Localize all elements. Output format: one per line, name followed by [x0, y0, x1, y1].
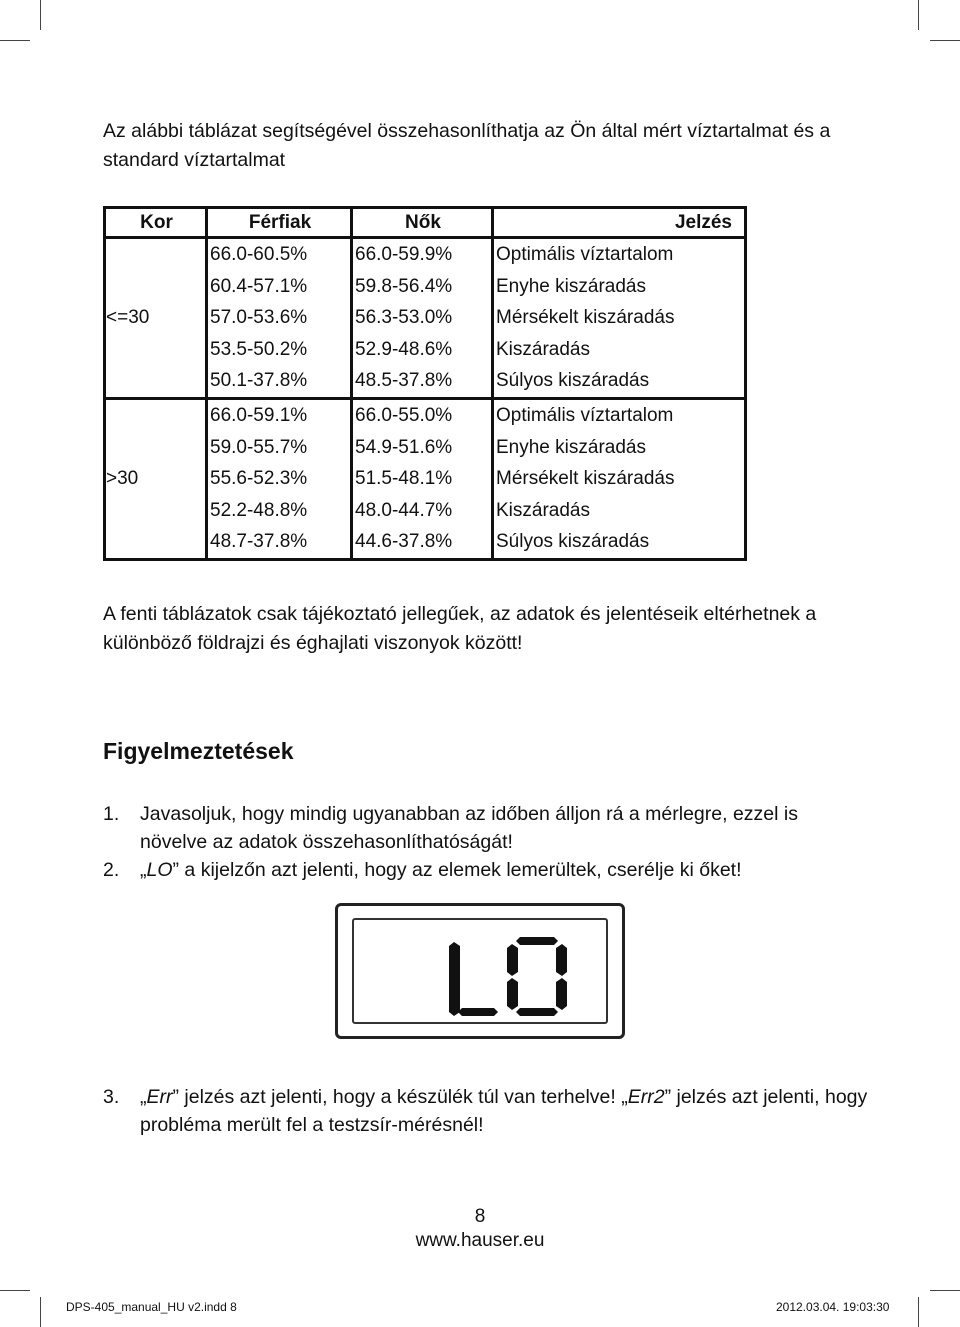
women-range-cell: 44.6-37.8% [352, 526, 493, 559]
indication-cell: Súlyos kiszáradás [493, 365, 746, 398]
indication-cell: Optimális víztartalom [493, 398, 746, 431]
women-range-cell: 54.9-51.6% [352, 432, 493, 464]
header-indication: Jelzés [493, 208, 746, 238]
indication-cell: Súlyos kiszáradás [493, 526, 746, 559]
women-range-cell: 48.0-44.7% [352, 495, 493, 527]
women-range-cell: 66.0-59.9% [352, 238, 493, 271]
indication-cell: Enyhe kiszáradás [493, 271, 746, 303]
crop-mark [0, 40, 30, 41]
warnings-title: Figyelmeztetések [103, 738, 294, 764]
warning-text: „LO” a kijelzőn azt jelenti, hogy az elemek lemerültek, cserélje ki őket! [140, 859, 742, 881]
intro-text: Az alábbi táblázat segítségével összehasonlíthatja az Ön által mért víztartalmat és a standard víztartalmat [103, 120, 831, 171]
women-range-cell: 66.0-55.0% [352, 398, 493, 431]
indication-cell: Mérsékelt kiszáradás [493, 463, 746, 495]
table-row [105, 398, 746, 431]
crop-mark [0, 1290, 30, 1291]
women-range-cell: 56.3-53.0% [352, 302, 493, 334]
list-number: 1. [103, 803, 120, 825]
age-group-cell: <=30 [105, 238, 207, 399]
men-range-cell: 57.0-53.6% [207, 302, 352, 334]
list-number: 3. [103, 1086, 120, 1108]
men-range-cell: 50.1-37.8% [207, 365, 352, 398]
crop-mark [40, 1297, 41, 1327]
women-range-cell: 51.5-48.1% [352, 463, 493, 495]
men-range-cell: 60.4-57.1% [207, 271, 352, 303]
disclaimer-note: A fenti táblázatok csak tájékoztató jellegűek, az adatok és jelentéseik eltérhetnek a különböző földrajzi és éghajlati viszonyok között! [103, 603, 817, 654]
crop-mark [918, 0, 919, 30]
page-number: 8 [474, 1206, 486, 1227]
warning-text: Javasoljuk, hogy mindig ugyanabban az időben álljon rá a mérlegre, ezzel is növelve az adatok összehasonlíthatóságát! [140, 803, 798, 853]
women-range-cell: 48.5-37.8% [352, 365, 493, 398]
lo-segment-glyphs [354, 920, 612, 1028]
women-range-cell: 59.8-56.4% [352, 271, 493, 303]
indication-cell: Kiszáradás [493, 334, 746, 366]
table-row [105, 238, 746, 271]
header-women: Nők [352, 208, 493, 238]
warning-text: „Err” jelzés azt jelenti, hogy a készülék túl van terhelve! „Err2” jelzés azt jelenti, hogy probléma merült fel a testzsír-mérésnél! [140, 1086, 868, 1136]
lcd-screen [352, 918, 608, 1024]
men-range-cell: 55.6-52.3% [207, 463, 352, 495]
crop-mark [930, 40, 960, 41]
men-range-cell: 66.0-60.5% [207, 238, 352, 271]
crop-mark [930, 1290, 960, 1291]
indication-cell: Kiszáradás [493, 495, 746, 527]
men-range-cell: 53.5-50.2% [207, 334, 352, 366]
women-range-cell: 52.9-48.6% [352, 334, 493, 366]
footer-file-info: DPS-405_manual_HU v2.indd 8 [66, 1300, 237, 1314]
age-group-cell: >30 [105, 398, 207, 559]
men-range-cell: 48.7-37.8% [207, 526, 352, 559]
header-men: Férfiak [207, 208, 352, 238]
men-range-cell: 52.2-48.8% [207, 495, 352, 527]
list-number: 2. [103, 859, 120, 881]
indication-cell: Mérsékelt kiszáradás [493, 302, 746, 334]
header-age: Kor [105, 208, 207, 238]
footer-timestamp: 2012.03.04. 19:03:30 [776, 1300, 890, 1314]
men-range-cell: 66.0-59.1% [207, 398, 352, 431]
men-range-cell: 59.0-55.7% [207, 432, 352, 464]
website-link[interactable]: www.hauser.eu [415, 1230, 545, 1251]
lcd-display-icon [335, 903, 625, 1039]
crop-mark [40, 0, 41, 30]
water-content-table [103, 206, 747, 561]
indication-cell: Optimális víztartalom [493, 238, 746, 271]
table-header-row [105, 208, 746, 238]
indication-cell: Enyhe kiszáradás [493, 432, 746, 464]
crop-mark [918, 1297, 919, 1327]
